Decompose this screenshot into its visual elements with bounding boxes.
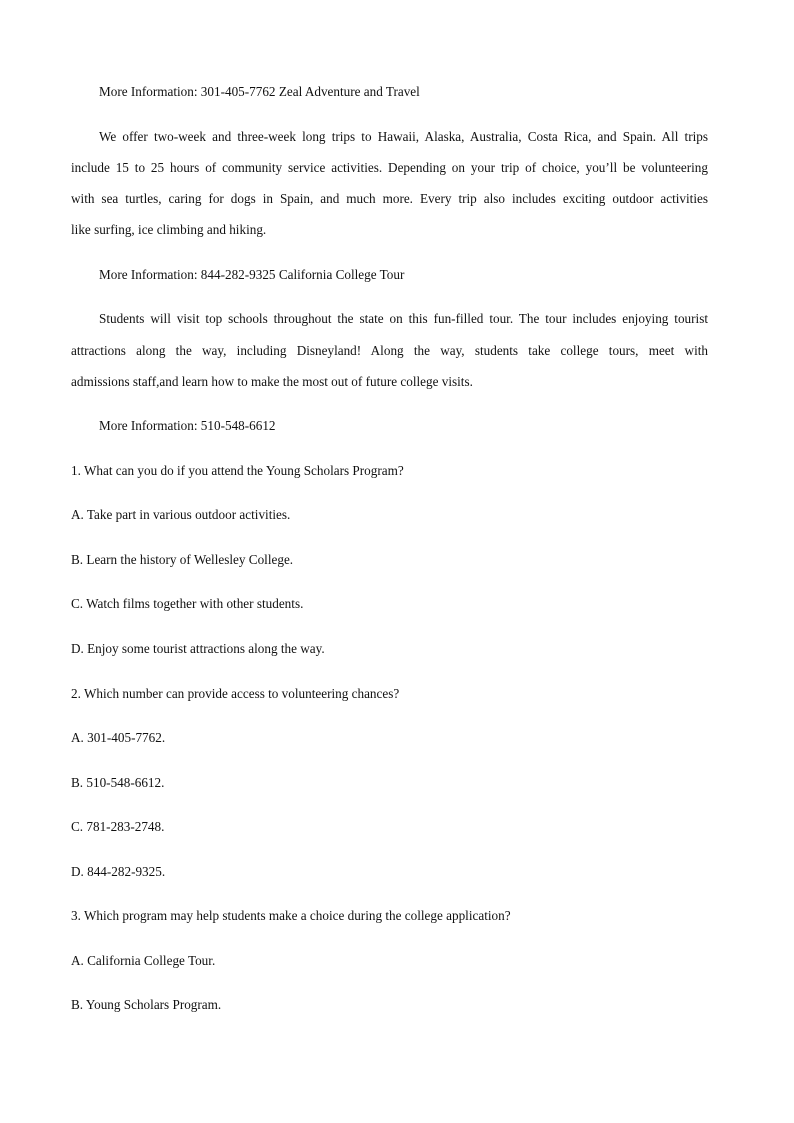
question-1-prompt: 1. What can you do if you attend the Young Scholars Program? xyxy=(71,463,404,478)
question-3-option-a: A. California College Tour. xyxy=(71,953,216,968)
california-paragraph-line-2: attractions along the way, including Disneyland! Along the way, students take college tours, meet with xyxy=(71,343,708,358)
california-paragraph-line-1: Students will visit top schools throughout the state on this fun-filled tour. The tour includes enjoying tourist xyxy=(99,311,708,326)
question-2-option-d: D. 844-282-9325. xyxy=(71,864,166,879)
more-info-final: More Information: 510-548-6612 xyxy=(99,418,276,433)
zeal-paragraph-line-4: like surfing, ice climbing and hiking. xyxy=(71,222,267,237)
question-1-option-c: C. Watch films together with other students. xyxy=(71,596,304,611)
question-2-option-c: C. 781-283-2748. xyxy=(71,819,165,834)
question-3-option-b: B. Young Scholars Program. xyxy=(71,997,222,1012)
question-1-option-a: A. Take part in various outdoor activities. xyxy=(71,507,291,522)
question-3-prompt: 3. Which program may help students make a choice during the college application? xyxy=(71,908,511,923)
zeal-paragraph-line-1: We offer two-week and three-week long trips to Hawaii, Alaska, Australia, Costa Rica, and Spain. All trips xyxy=(99,129,708,144)
more-info-california: More Information: 844-282-9325 California College Tour xyxy=(99,267,405,282)
california-paragraph-line-3: admissions staff,and learn how to make the most out of future college visits. xyxy=(71,374,473,389)
question-2-option-a: A. 301-405-7762. xyxy=(71,730,166,745)
question-2-option-b: B. 510-548-6612. xyxy=(71,775,165,790)
question-1-option-d: D. Enjoy some tourist attractions along the way. xyxy=(71,641,325,656)
question-1-option-b: B. Learn the history of Wellesley College. xyxy=(71,552,294,567)
question-2-prompt: 2. Which number can provide access to volunteering chances? xyxy=(71,686,400,701)
zeal-paragraph-line-3: with sea turtles, caring for dogs in Spain, and much more. Every trip also includes exciting outdoor activities xyxy=(71,191,708,206)
more-info-zeal: More Information: 301-405-7762 Zeal Adventure and Travel xyxy=(99,84,420,99)
zeal-paragraph-line-2: include 15 to 25 hours of community service activities. Depending on your trip of choice, you’ll be volunteering xyxy=(71,160,708,175)
